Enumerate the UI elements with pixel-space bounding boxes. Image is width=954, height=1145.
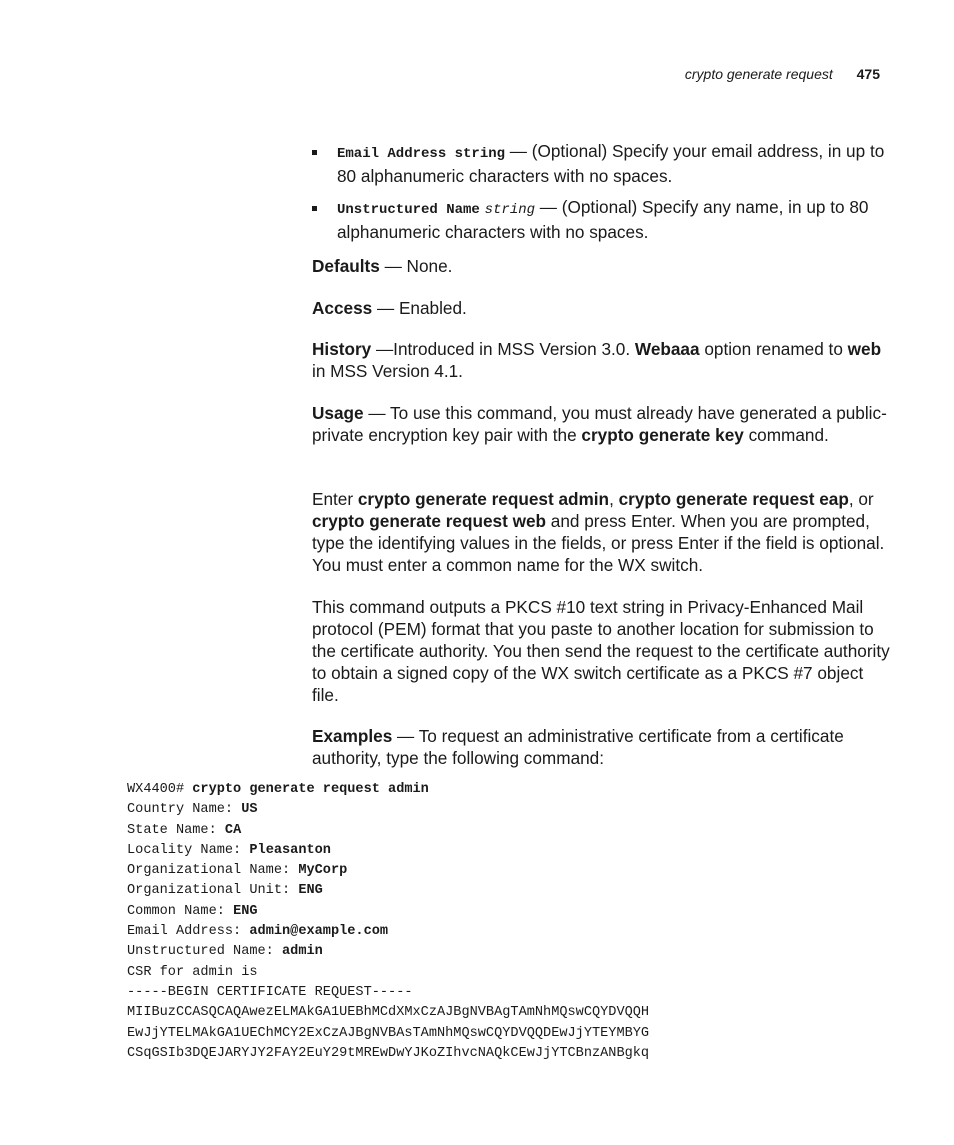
defaults-text: — None. xyxy=(379,256,453,276)
field-label: State Name: xyxy=(127,822,225,838)
param-argument: string xyxy=(484,202,536,218)
field-label: Country Name: xyxy=(127,802,242,818)
usage-text: command. xyxy=(743,425,829,445)
field-label: Unstructured Name: xyxy=(127,944,282,960)
output-line: EwJjYTELMAkGA1UEChMCY2ExCzAJBgNVBAsTAmNhMQswCQYDVQQDEwJjYTEYMBYG xyxy=(127,1025,650,1041)
field-value: admin@example.com xyxy=(249,924,389,940)
field-value: CA xyxy=(224,822,242,838)
examples-text: — To request an administrative certificate from a certificate authority, type the following command: xyxy=(312,726,844,768)
field-value: Pleasanton xyxy=(249,842,331,858)
field-label: Organizational Name: xyxy=(127,863,299,879)
field-value: ENG xyxy=(233,903,258,919)
usage-command: crypto generate key xyxy=(581,425,744,445)
command-web: crypto generate request web xyxy=(312,511,547,531)
enter-text: and press Enter. When you are prompted, type the identifying values in the fields, or press Enter if the field is optional. You must enter a common name for the WX switch. xyxy=(312,511,885,575)
history-paragraph xyxy=(312,338,892,382)
enter-text: , or xyxy=(848,489,874,509)
code-example xyxy=(127,780,649,1064)
param-keyword: Email Address string xyxy=(337,146,506,162)
output-line: MIIBuzCCASQCAQAwezELMAkGA1UEBhMCdXMxCzAJBgNVBAgTAmNhMQswCQYDVQQH xyxy=(127,1005,650,1021)
usage-label: Usage xyxy=(312,403,364,423)
field-value: MyCorp xyxy=(298,863,348,879)
output-paragraph: This command outputs a PKCS #10 text string in Privacy-Enhanced Mail protocol (PEM) format that you paste to another location for submission to the certificate authority. You then send the request to the certificate authority to obtain a signed copy of the WX switch certificate as a PKCS #7 object file. xyxy=(312,597,890,705)
list-item xyxy=(312,196,892,243)
running-head-title: crypto generate request xyxy=(684,66,833,82)
access-text: — Enabled. xyxy=(372,298,467,318)
field-value: ENG xyxy=(298,883,323,899)
field-label: Organizational Unit: xyxy=(127,883,299,899)
field-value: admin xyxy=(282,944,323,960)
enter-text: , xyxy=(609,489,619,509)
field-label: Email Address: xyxy=(127,924,250,940)
cli-command: crypto generate request admin xyxy=(192,782,429,797)
history-text: —Introduced in MSS Version 3.0. xyxy=(371,339,635,359)
history-text: option renamed to xyxy=(699,339,848,359)
field-label: Common Name: xyxy=(127,903,234,919)
running-head xyxy=(685,66,880,82)
parameter-list xyxy=(312,140,892,252)
output-line: CSqGSIb3DQEJARYJY2FAY2EuY29tMREwDwYJKoZIhvcNAQkCEwJjYTCBnzANBgkq xyxy=(127,1045,650,1061)
command-eap: crypto generate request eap xyxy=(618,489,849,509)
defaults-label: Defaults xyxy=(312,256,380,276)
history-label: History xyxy=(312,339,372,359)
output-line: -----BEGIN CERTIFICATE REQUEST----- xyxy=(127,984,413,1000)
access-label: Access xyxy=(312,298,373,318)
cli-prompt: WX4400# xyxy=(127,782,193,797)
page-number: 475 xyxy=(856,66,880,82)
history-option-old: Webaaa xyxy=(634,339,700,359)
output-line: CSR for admin is xyxy=(127,964,258,980)
param-description: — (Optional) Specify any name, in up to 80 alphanumeric characters with no spaces. xyxy=(337,197,869,242)
usage-text: — To use this command, you must already have generated a public-private encryption key pair with the xyxy=(312,403,887,445)
enter-text: Enter xyxy=(312,489,358,509)
field-value: US xyxy=(241,802,258,818)
bullet-square-icon xyxy=(312,206,317,211)
access-paragraph xyxy=(312,297,892,319)
bullet-square-icon xyxy=(312,150,317,155)
field-label: Locality Name: xyxy=(127,842,250,858)
param-keyword: Unstructured Name xyxy=(337,202,480,218)
command-admin: crypto generate request admin xyxy=(357,489,610,509)
usage-paragraph xyxy=(312,402,892,446)
history-text: in MSS Version 4.1. xyxy=(312,361,463,381)
history-option-new: web xyxy=(847,339,882,359)
param-description: — (Optional) Specify your email address, in up to 80 alphanumeric characters with no spaces. xyxy=(337,141,885,186)
examples-label: Examples xyxy=(312,726,393,746)
examples-paragraph xyxy=(312,725,892,769)
enter-paragraph xyxy=(312,488,892,576)
list-item xyxy=(312,140,892,187)
defaults-paragraph xyxy=(312,255,892,277)
